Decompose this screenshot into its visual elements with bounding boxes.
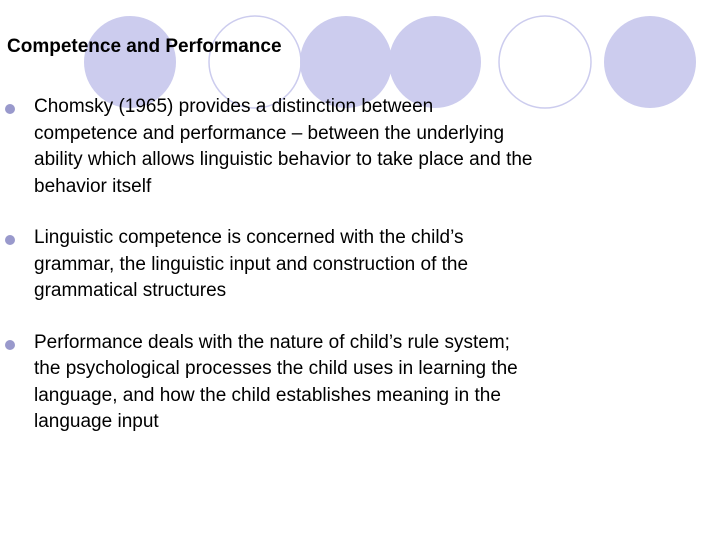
bullet-text-line: grammatical structures xyxy=(34,280,227,301)
bullet-text-line: behavior itself xyxy=(34,175,152,197)
bullet-dot-icon xyxy=(5,340,15,350)
bullet-item xyxy=(0,94,684,200)
bullet-text-line: the psychological processes the child uses in learning the xyxy=(34,358,518,379)
bullet-text-line: competence and performance – between the underlying xyxy=(34,122,505,144)
bullet-text-line: ability which allows linguistic behavior to take place and the xyxy=(34,149,533,170)
slide-title: Competence and Performance xyxy=(7,36,282,57)
bullet-text-line: grammar, the linguistic input and construction of the xyxy=(34,253,469,275)
bullet-text-line: Linguistic competence is concerned with the child’s xyxy=(34,227,464,248)
bullet-item xyxy=(0,330,684,436)
bullet-text-line: Performance deals with the nature of child’s rule system; xyxy=(34,331,510,353)
bullet-list xyxy=(0,94,728,436)
bullet-item xyxy=(0,225,684,305)
bullet-text-line: language input xyxy=(34,411,159,432)
bullet-dot-icon xyxy=(5,104,15,114)
bullet-text-line: Chomsky (1965) provides a distinction between xyxy=(34,96,434,117)
bullet-text-line: language, and how the child establishes meaning in the xyxy=(34,384,501,406)
bullet-dot-icon xyxy=(5,235,15,245)
